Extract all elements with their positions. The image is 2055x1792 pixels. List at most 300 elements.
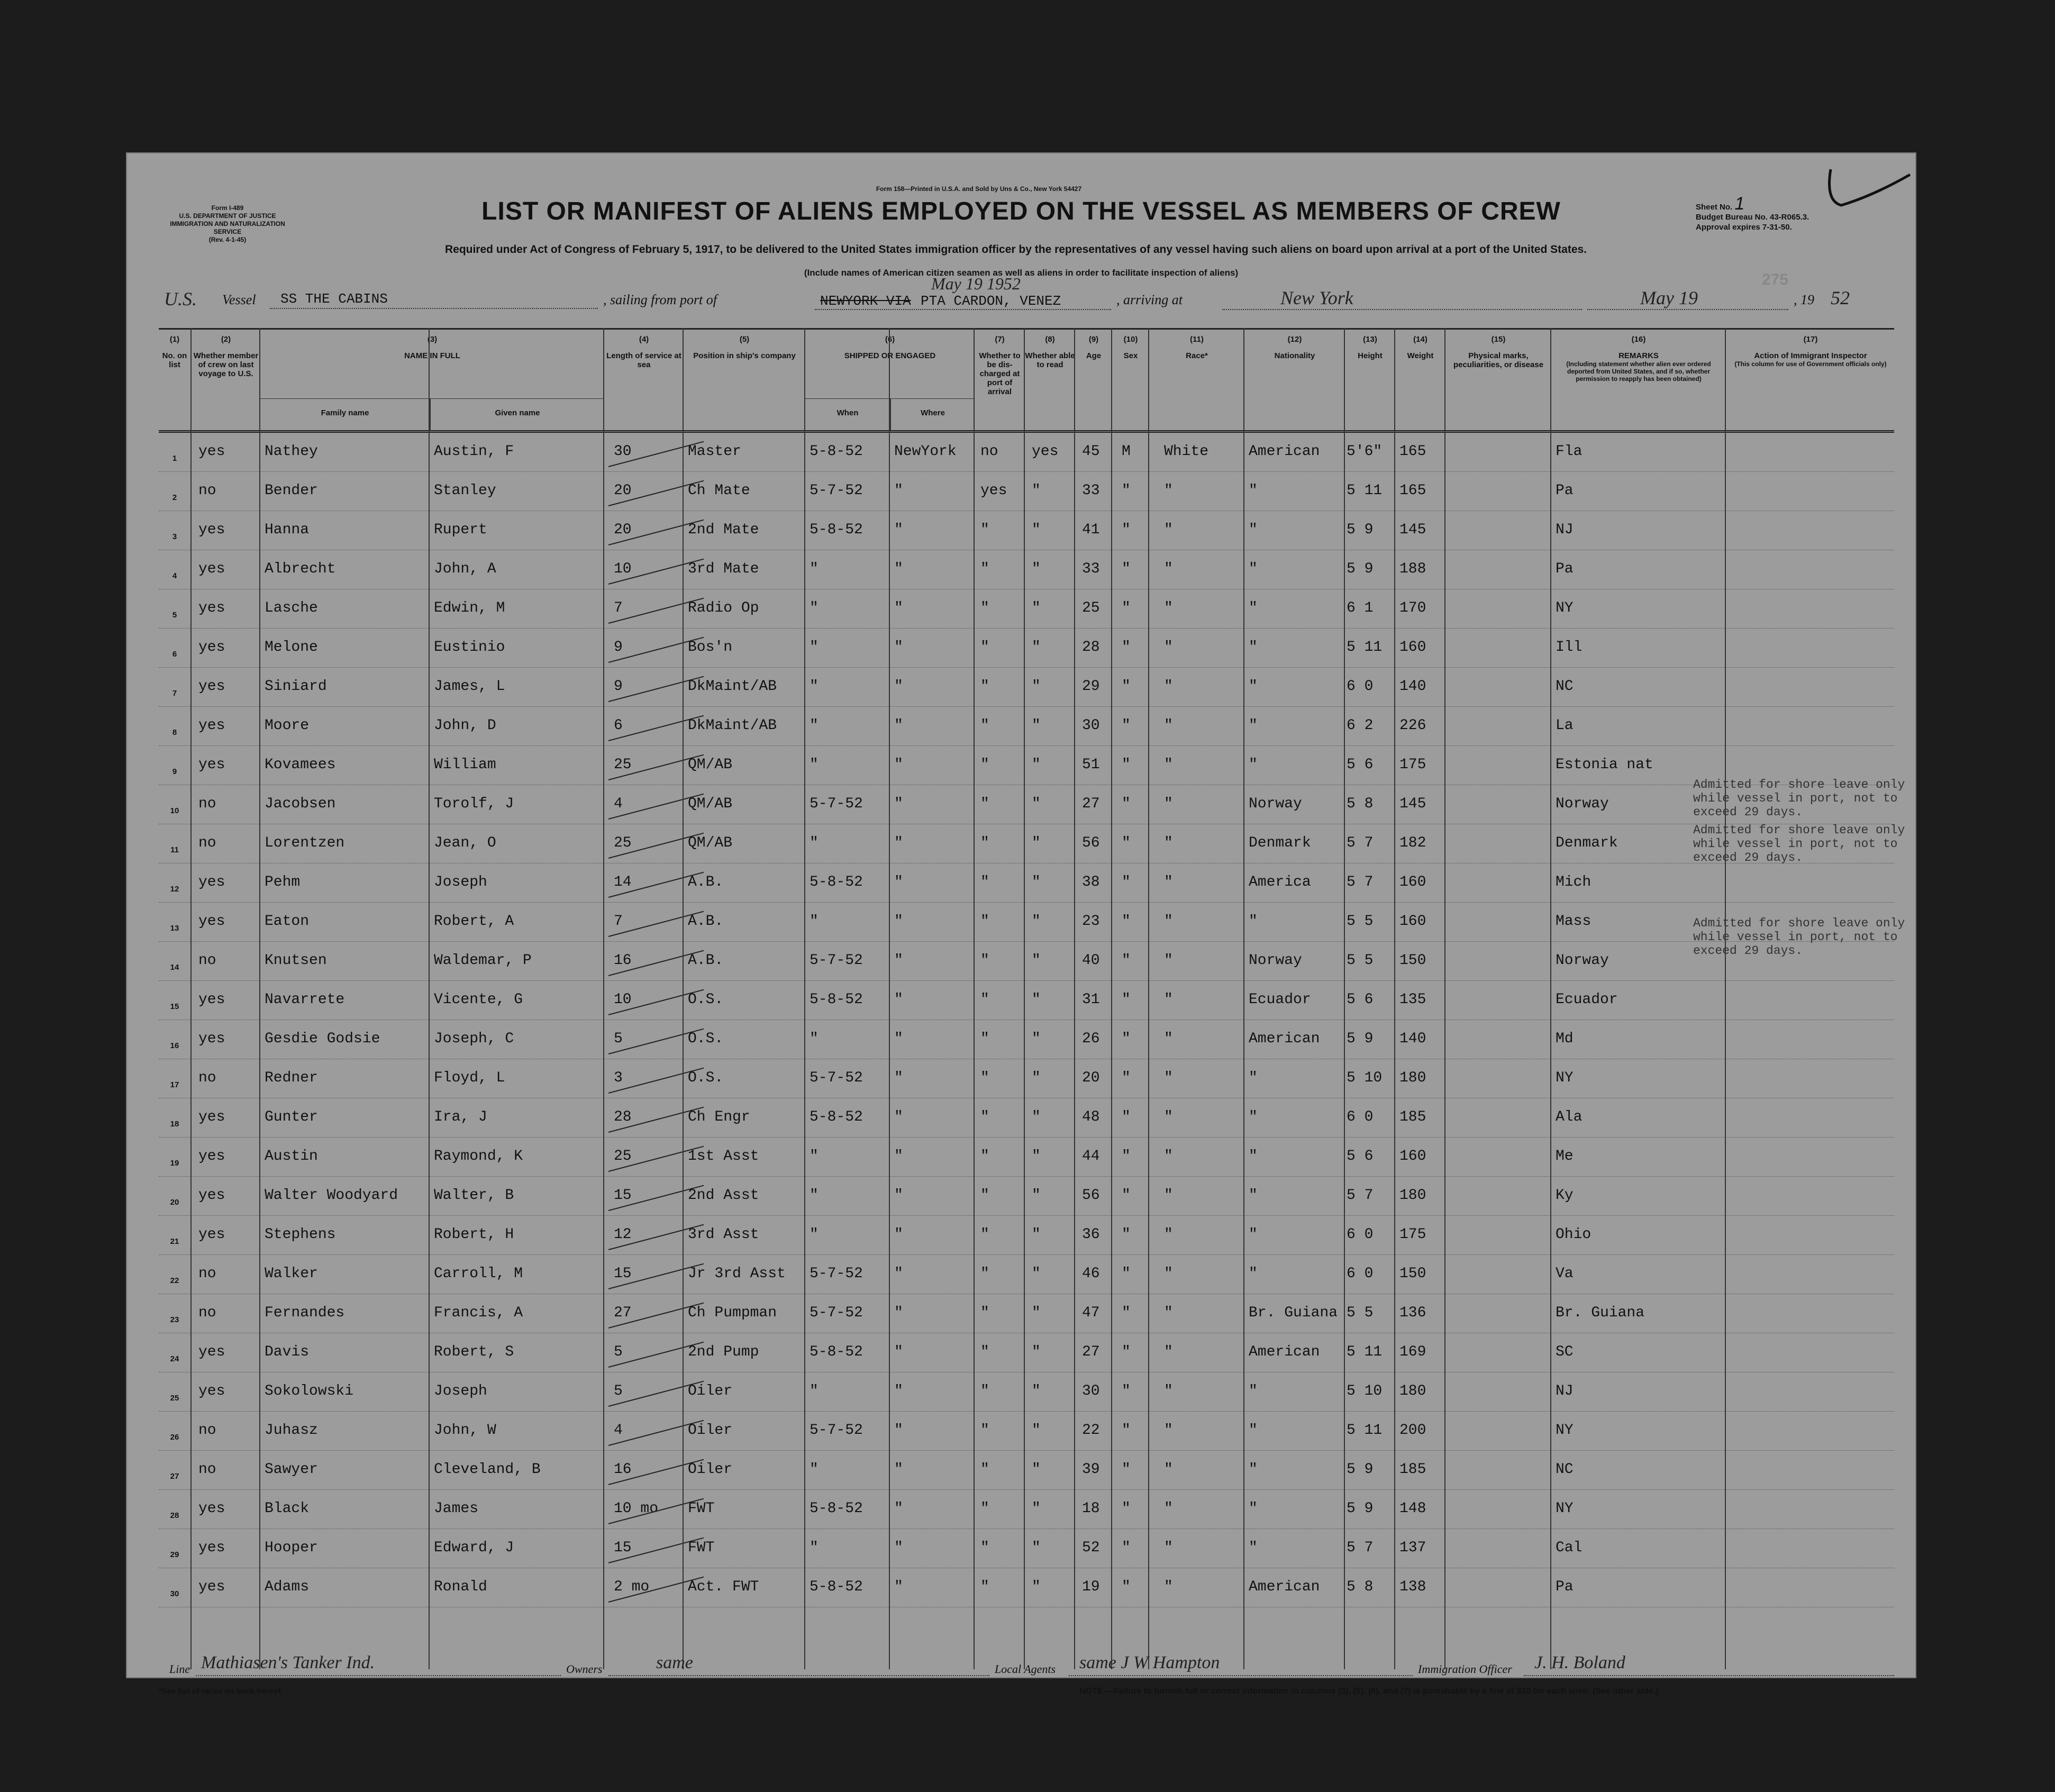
col-header-when: When [805,398,890,430]
discharged-cell: " [980,1579,989,1595]
service-cell: 5 [614,1031,623,1047]
subtitle-note: (Include names of American citizen seamen as well as aliens in order to facilitate inspection of aliens) [804,268,1239,278]
col-header-physical-marks: (15) Physical marks, peculiarities, or disease [1444,330,1551,430]
age-cell: 40 [1082,952,1100,969]
shipped-where-cell: " [894,835,903,851]
last-voyage-cell: no [198,952,216,969]
row-number: 17 [170,1080,179,1089]
race-cell: " [1164,991,1173,1008]
nationality-cell: American [1249,1344,1320,1360]
shipped-when-cell: 5-8-52 [810,874,863,890]
able-to-read-cell: " [1032,1031,1041,1047]
age-cell: 30 [1082,717,1100,734]
height-cell: 5 8 [1347,1579,1374,1595]
shipped-when-cell: 5-8-52 [810,1579,863,1595]
remarks-cell: Pa [1556,1579,1574,1595]
service-cell: 15 [614,1266,632,1282]
age-cell: 25 [1082,600,1100,616]
shipped-when-cell: " [810,757,819,773]
table-row [159,1216,1894,1255]
service: IMMIGRATION AND NATURALIZATION SERVICE [170,220,285,235]
sex-cell: " [1122,1148,1131,1165]
discharged-cell: " [980,1148,989,1165]
age-cell: 39 [1082,1461,1100,1478]
shipped-when-cell: " [810,717,819,734]
able-to-read-cell: " [1032,874,1041,890]
table-row [159,1412,1894,1451]
port-struck: NEWYORK VIA [820,293,911,309]
nationality-cell: " [1249,522,1258,538]
height-cell: 5 9 [1347,1500,1374,1517]
nationality-cell: " [1249,1187,1258,1204]
row-number: 2 [172,493,177,502]
col-header-where: Where [890,398,975,430]
given-name-cell: Vicente, G [434,991,523,1008]
shipped-when-cell: " [810,1148,819,1165]
row-number: 8 [172,728,177,737]
tally-mark [603,475,704,509]
shipped-where-cell: " [894,952,903,969]
sex-cell: " [1122,1031,1131,1047]
last-voyage-cell: yes [198,1383,225,1399]
discharged-cell: " [980,1305,989,1321]
weight-cell: 170 [1399,600,1426,616]
handwritten-date: May 19 1952 [931,274,1021,293]
table-row [159,1020,1894,1059]
tally-mark [603,945,704,979]
nationality-cell: " [1249,1422,1258,1439]
given-name-cell: Torolf, J [434,796,514,812]
sex-cell: " [1122,757,1131,773]
weight-cell: 145 [1399,522,1426,538]
position-cell: QM/AB [688,796,733,812]
shipped-where-cell: " [894,678,903,695]
shipped-where-cell: " [894,600,903,616]
weight-cell: 182 [1399,835,1426,851]
age-cell: 27 [1082,796,1100,812]
position-cell: Bos'n [688,639,733,656]
weight-cell: 169 [1399,1344,1426,1360]
nationality-cell: " [1249,1461,1258,1478]
remarks-cell: NC [1556,678,1574,695]
shipped-when-cell: " [810,639,819,656]
last-voyage-cell: yes [198,600,225,616]
position-cell: Radio Op [688,600,759,616]
service-cell: 14 [614,874,632,890]
age-cell: 23 [1082,913,1100,930]
family-name-cell: Adams [265,1579,310,1595]
age-cell: 41 [1082,522,1100,538]
table-row [159,746,1894,785]
tally-mark [603,1493,704,1527]
row-number: 30 [170,1589,179,1598]
row-number: 16 [170,1041,179,1050]
position-cell: O.S. [688,1031,724,1047]
service-cell: 5 [614,1344,623,1360]
sheet-label: Sheet No. [1696,203,1733,212]
tally-mark [603,1141,704,1175]
given-name-cell: Robert, H [434,1226,514,1243]
shipped-where-cell: " [894,913,903,930]
crew-table [159,328,1894,1607]
position-cell: 2nd Mate [688,522,759,538]
weight-cell: 175 [1399,757,1426,773]
family-name-cell: Sokolowski [265,1383,354,1399]
service-cell: 9 [614,639,623,656]
row-number: 26 [170,1433,179,1442]
arriving-port: New York [1280,287,1353,308]
height-cell: 5 5 [1347,1305,1374,1321]
able-to-read-cell: " [1032,561,1041,577]
age-cell: 33 [1082,483,1100,499]
height-cell: 5 11 [1347,1422,1383,1439]
family-name-cell: Eaton [265,913,310,930]
col-header-family-name: Family name [260,398,430,430]
shipped-where-cell: " [894,1187,903,1204]
weight-cell: 180 [1399,1070,1426,1086]
sex-cell: " [1122,1461,1131,1478]
able-to-read-cell: " [1032,717,1041,734]
nationality-cell: Norway [1249,796,1302,812]
race-cell: " [1164,1344,1173,1360]
height-cell: 5 11 [1347,1344,1383,1360]
penalty-note: NOTE.—Failure to furnish full or correct information in columns (3), (5), (6), and (7) is punishable by a fine of $10 for each alien. (See other side.) [1079,1687,1659,1696]
row-number: 12 [170,885,179,894]
tally-mark [603,1219,704,1253]
service-cell: 25 [614,835,632,851]
family-name-cell: Walker [265,1266,318,1282]
position-cell: O.S. [688,1070,724,1086]
discharged-cell: " [980,1422,989,1439]
shipped-where-cell: NewYork [894,443,957,460]
discharged-cell: no [980,443,998,460]
race-cell: " [1164,796,1173,812]
tally-mark [603,984,704,1018]
given-name-cell: Carroll, M [434,1266,523,1282]
last-voyage-cell: yes [198,443,225,460]
tally-mark [603,1102,704,1135]
tally-mark [603,867,704,900]
height-cell: 5 11 [1347,483,1383,499]
service-cell: 6 [614,717,623,734]
last-voyage-cell: yes [198,678,225,695]
sheet-number: 1 [1734,194,1745,214]
weight-cell: 137 [1399,1540,1426,1556]
race-cell: " [1164,483,1173,499]
given-name-cell: Jean, O [434,835,496,851]
able-to-read-cell: " [1032,1344,1041,1360]
remarks-cell: NJ [1556,522,1574,538]
table-row [159,1177,1894,1216]
remarks-cell: Mich [1556,874,1592,890]
agents-label: Local Agents [995,1662,1056,1676]
race-cell: " [1164,717,1173,734]
sex-cell: " [1122,952,1131,969]
position-cell: QM/AB [688,835,733,851]
weight-cell: 180 [1399,1383,1426,1399]
last-voyage-cell: yes [198,1187,225,1204]
shipped-where-cell: " [894,1266,903,1282]
family-name-cell: Melone [265,639,318,656]
height-cell: 5 11 [1347,639,1383,656]
able-to-read-cell: " [1032,678,1041,695]
row-number: 18 [170,1120,179,1129]
family-name-cell: Lorentzen [265,835,345,851]
family-name-cell: Navarrete [265,991,345,1008]
nationality-cell: Denmark [1249,835,1311,851]
service-cell: 10 [614,561,632,577]
row-number: 22 [170,1276,179,1285]
remarks-cell: Pa [1556,483,1574,499]
nationality-cell: " [1249,600,1258,616]
service-cell: 10 mo [614,1500,659,1517]
footer [159,1653,1894,1684]
race-cell: " [1164,1031,1173,1047]
position-cell: Oiler [688,1383,733,1399]
remarks-cell: Br. Guiana [1556,1305,1645,1321]
sex-cell: " [1122,835,1131,851]
family-name-cell: Austin [265,1148,318,1165]
given-name-cell: John, W [434,1422,496,1439]
printer-line: Form 158—Printed in U.S.A. and Sold by Uns & Co., New York 54427 [876,185,1082,193]
shipped-when-cell: " [810,1540,819,1556]
manifest-sheet [127,153,1915,1696]
sex-cell: M [1122,443,1131,460]
position-cell: Oiler [688,1461,733,1478]
position-cell: Oiler [688,1422,733,1439]
table-row [159,785,1894,824]
family-name-cell: Jacobsen [265,796,336,812]
weight-cell: 160 [1399,874,1426,890]
arrival-date: May 19 [1640,287,1698,308]
race-cell: " [1164,1226,1173,1243]
row-number: 4 [172,571,177,580]
given-name-cell: Waldemar, P [434,952,532,969]
last-voyage-cell: yes [198,991,225,1008]
nationality-cell: America [1249,874,1311,890]
able-to-read-cell: " [1032,1422,1041,1439]
family-name-cell: Lasche [265,600,318,616]
sex-cell: " [1122,1383,1131,1399]
discharged-cell: " [980,874,989,890]
col-header-no: (1) No. on list [162,335,187,369]
remarks-cell: NY [1556,1070,1574,1086]
given-name-cell: Ronald [434,1579,487,1595]
tally-mark [603,1297,704,1331]
weight-cell: 160 [1399,913,1426,930]
race-cell: " [1164,1305,1173,1321]
col-header-position: (5) Position in ship's company [683,330,805,430]
nationality-cell: " [1249,717,1258,734]
position-cell: 3rd Mate [688,561,759,577]
able-to-read-cell: " [1032,600,1041,616]
row-number: 9 [172,767,177,776]
table-row [159,1568,1894,1607]
col-header-weight: (14) Weight [1394,330,1445,430]
discharged-cell: " [980,952,989,969]
nationality-cell: " [1249,913,1258,930]
remarks-cell: Ky [1556,1187,1574,1204]
row-number: 6 [172,650,177,659]
race-cell: " [1164,913,1173,930]
nationality-cell: American [1249,1579,1320,1595]
service-cell: 5 [614,1383,623,1399]
nationality-cell: Br. Guiana [1249,1305,1338,1321]
position-cell: Ch Pumpman [688,1305,777,1321]
last-voyage-cell: yes [198,1109,225,1125]
service-cell: 4 [614,1422,623,1439]
remarks-cell: La [1556,717,1574,734]
page-title: LIST OR MANIFEST OF ALIENS EMPLOYED ON THE VESSEL AS MEMBERS OF CREW [481,197,1561,225]
table-row [159,1138,1894,1177]
agents-value: same J W Hampton [1079,1653,1220,1672]
shipped-when-cell: 5-8-52 [810,1109,863,1125]
shipped-where-cell: " [894,1070,903,1086]
discharged-cell: " [980,717,989,734]
row-number: 10 [170,806,179,815]
able-to-read-cell: yes [1032,443,1059,460]
given-name-cell: Joseph, C [434,1031,514,1047]
sex-cell: " [1122,600,1131,616]
height-cell: 5 6 [1347,991,1374,1008]
weight-cell: 185 [1399,1109,1426,1125]
position-cell: 2nd Asst [688,1187,759,1204]
shipped-when-cell: 5-7-52 [810,1422,863,1439]
age-cell: 46 [1082,1266,1100,1282]
service-cell: 16 [614,952,632,969]
last-voyage-cell: yes [198,639,225,656]
shipped-when-cell: 5-7-52 [810,1305,863,1321]
tally-mark [603,1336,704,1370]
weight-cell: 136 [1399,1305,1426,1321]
shipped-where-cell: " [894,561,903,577]
able-to-read-cell: " [1032,1540,1041,1556]
given-name-cell: Joseph [434,1383,487,1399]
table-row [159,1255,1894,1294]
last-voyage-cell: no [198,1305,216,1321]
able-to-read-cell: " [1032,1187,1041,1204]
vessel-prefix: U.S. [164,288,197,310]
family-name-cell: Fernandes [265,1305,345,1321]
family-name-cell: Kovamees [265,757,336,773]
tally-mark [603,1454,704,1488]
officer-label: Immigration Officer [1418,1662,1512,1676]
race-cell: " [1164,639,1173,656]
able-to-read-cell: " [1032,522,1041,538]
table-row [159,1451,1894,1490]
nationality-cell: " [1249,1383,1258,1399]
shipped-when-cell: 5-8-52 [810,991,863,1008]
row-number: 24 [170,1354,179,1363]
race-cell: " [1164,835,1173,851]
given-name-cell: Austin, F [434,443,514,460]
last-voyage-cell: yes [198,561,225,577]
weight-cell: 188 [1399,561,1426,577]
table-row [159,550,1894,589]
able-to-read-cell: " [1032,1461,1041,1478]
able-to-read-cell: " [1032,1226,1041,1243]
remarks-cell: Va [1556,1266,1574,1282]
age-cell: 19 [1082,1579,1100,1595]
shipped-where-cell: " [894,1540,903,1556]
discharged-cell: " [980,522,989,538]
nationality-cell: Ecuador [1249,991,1311,1008]
tally-mark [603,553,704,587]
height-cell: 6 0 [1347,678,1374,695]
last-voyage-cell: yes [198,1031,225,1047]
discharged-cell: " [980,1226,989,1243]
height-cell: 6 0 [1347,1266,1374,1282]
position-cell: FWT [688,1500,715,1517]
last-voyage-cell: no [198,796,216,812]
shipped-when-cell: 5-7-52 [810,1266,863,1282]
shipped-where-cell: " [894,796,903,812]
family-name-cell: Bender [265,483,318,499]
sex-cell: " [1122,678,1131,695]
tally-mark [603,788,704,822]
position-cell: Ch Mate [688,483,750,499]
last-voyage-cell: no [198,1070,216,1086]
nationality-cell: " [1249,1226,1258,1243]
sex-cell: " [1122,1266,1131,1282]
race-footnote: *See list of races on back hereof. [159,1687,284,1696]
last-voyage-cell: no [198,1461,216,1478]
last-voyage-cell: yes [198,874,225,890]
col-header-given-name: Given name [430,398,604,430]
last-voyage-cell: yes [198,757,225,773]
weight-cell: 148 [1399,1500,1426,1517]
tally-mark [603,514,704,548]
able-to-read-cell: " [1032,1579,1041,1595]
discharged-cell: " [980,1461,989,1478]
given-name-cell: John, A [434,561,496,577]
given-name-cell: Rupert [434,522,487,538]
weight-cell: 150 [1399,952,1426,969]
discharged-cell: " [980,678,989,695]
table-row [159,629,1894,668]
service-cell: 20 [614,483,632,499]
table-row [159,942,1894,981]
tally-mark [603,1532,704,1566]
weight-cell: 165 [1399,483,1426,499]
weight-cell: 175 [1399,1226,1426,1243]
age-cell: 51 [1082,757,1100,773]
tally-mark [603,593,704,626]
given-name-cell: Edwin, M [434,600,505,616]
race-cell: White [1164,443,1209,460]
service-cell: 3 [614,1070,623,1086]
form-number: Form I-489 [211,204,244,212]
shipped-when-cell: " [810,600,819,616]
table-row [159,981,1894,1020]
shipped-when-cell: " [810,913,819,930]
nationality-cell: " [1249,1540,1258,1556]
given-name-cell: John, D [434,717,496,734]
shipped-where-cell: " [894,757,903,773]
height-cell: 5 5 [1347,913,1374,930]
position-cell: A.B. [688,952,724,969]
discharged-cell: " [980,991,989,1008]
discharged-cell: yes [980,483,1007,499]
sex-cell: " [1122,1579,1131,1595]
line-label: Line [169,1662,190,1676]
shipped-when-cell: " [810,1383,819,1399]
col-header-service: (4) Length of service at sea [603,330,684,430]
shipped-when-cell: 5-7-52 [810,483,863,499]
service-cell: 20 [614,522,632,538]
discharged-cell: " [980,561,989,577]
sex-cell: " [1122,1500,1131,1517]
